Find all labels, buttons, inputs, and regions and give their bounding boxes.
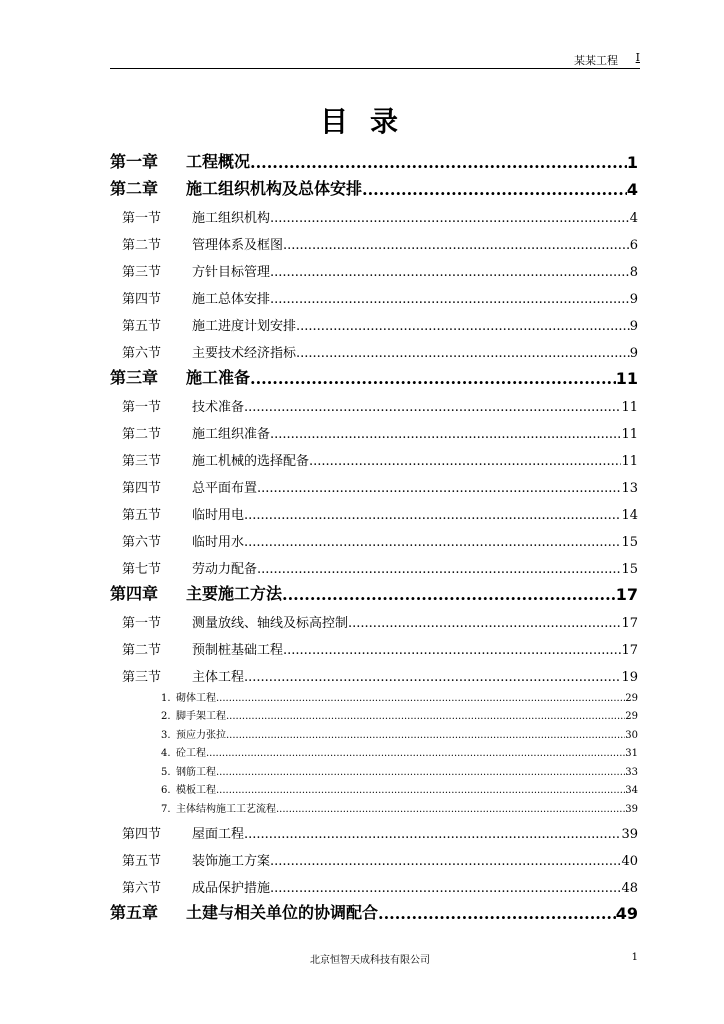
toc-page-number: 9: [629, 319, 638, 334]
toc-entry-title: 技术准备: [192, 400, 245, 415]
toc-entry-title: 屋面工程: [192, 826, 245, 842]
toc-entry-label: 第六节: [122, 535, 162, 550]
toc-chapter[interactable]: [110, 145, 638, 172]
toc-entry-label: 5.: [161, 766, 171, 778]
toc-entry-label: 第六节: [122, 880, 162, 896]
toc-entry-label: 第四章: [110, 584, 159, 603]
toc-entry-title: 施工组织机构: [192, 211, 271, 226]
toc-page-number: 1: [626, 153, 638, 172]
toc-leader-dots: [257, 481, 621, 496]
toc-leader-dots: [283, 238, 630, 253]
toc-page-number: 6: [629, 238, 638, 253]
toc-section[interactable]: [110, 334, 638, 361]
page-title: 目录: [319, 105, 420, 138]
toc-entry-label: 第四节: [122, 292, 162, 307]
toc-section[interactable]: [110, 550, 638, 577]
toc-entry-label: 第三章: [110, 368, 159, 387]
toc-page-number: 17: [621, 616, 638, 631]
toc-entry-title: 预制桩基础工程: [192, 643, 284, 658]
toc-section[interactable]: [110, 604, 638, 631]
toc-section[interactable]: [110, 226, 638, 253]
table-of-contents: [110, 145, 638, 923]
toc-entry-label: 7.: [161, 803, 171, 815]
toc-entry-title: 工程概况: [186, 152, 251, 171]
toc-section[interactable]: [110, 388, 638, 415]
toc-leader-dots: [378, 904, 616, 923]
toc-entry-title: 土建与相关单位的协调配合: [186, 902, 379, 922]
toc-leader-dots: [270, 292, 630, 307]
toc-leader-dots: [270, 265, 630, 280]
toc-entry-title: 施工进度计划安排: [192, 319, 297, 334]
toc-leader-dots: [226, 730, 625, 741]
toc-entry-label: 第五节: [122, 508, 162, 523]
toc-entry-title: 临时用水: [192, 535, 245, 550]
toc-page-number: 29: [625, 692, 638, 704]
toc-entry-label: 第一节: [122, 211, 162, 226]
toc-entry-label: 第三节: [122, 670, 162, 685]
toc-entry-label: 2.: [161, 711, 171, 722]
toc-entry-title: 预应力张拉: [176, 729, 226, 741]
toc-leader-dots: [216, 785, 625, 796]
toc-section[interactable]: [110, 253, 638, 280]
toc-entry-title: 施工总体安排: [192, 292, 271, 307]
header-page-mark: I: [635, 51, 640, 64]
toc-page-number: 13: [621, 481, 638, 496]
toc-leader-dots: [270, 427, 621, 442]
toc-entry-label: 第三节: [122, 454, 162, 469]
toc-entry-title: 钢筋工程: [176, 766, 216, 778]
toc-leader-dots: [244, 508, 621, 523]
toc-page-number: 8: [629, 265, 638, 280]
toc-section[interactable]: [110, 523, 638, 550]
toc-entry-label: 第六节: [122, 346, 162, 361]
toc-section[interactable]: [110, 869, 638, 896]
toc-page-number: 15: [621, 535, 638, 550]
toc-page-number: 11: [621, 400, 638, 415]
toc-leader-dots: [244, 670, 621, 685]
toc-leader-dots: [362, 180, 627, 199]
header-project-name: 某某工程: [574, 54, 618, 67]
toc-entry-title: 砼工程: [176, 748, 206, 759]
toc-entry-label: 第一节: [122, 400, 162, 415]
toc-page-number: 11: [621, 427, 638, 442]
toc-entry-title: 施工组织准备: [192, 427, 271, 442]
toc-chapter[interactable]: [110, 577, 638, 604]
toc-section[interactable]: [110, 199, 638, 226]
toc-entry-label: 第一节: [122, 616, 162, 631]
toc-entry-label: 第二章: [110, 179, 159, 198]
toc-leader-dots: [282, 585, 616, 604]
toc-entry-title: 主体结构施工工艺流程: [176, 803, 276, 815]
toc-leader-dots: [257, 562, 621, 577]
toc-leader-dots: [250, 153, 627, 172]
toc-page-number: 9: [629, 346, 638, 361]
toc-entry-label: 6.: [161, 785, 171, 796]
toc-entry-title: 脚手架工程: [176, 711, 226, 722]
toc-leader-dots: [226, 711, 625, 722]
toc-chapter[interactable]: [110, 361, 638, 388]
toc-entry-label: 第三节: [122, 265, 162, 280]
toc-page-number: 30: [625, 729, 638, 741]
toc-entry-label: 第二节: [122, 427, 162, 442]
toc-page-number: 4: [629, 211, 638, 226]
toc-page-number: 48: [621, 880, 638, 896]
toc-section[interactable]: [110, 280, 638, 307]
toc-entry-label: 3.: [161, 729, 171, 741]
toc-leader-dots: [309, 454, 621, 469]
toc-entry-title: 管理体系及框图: [192, 238, 284, 253]
toc-entry-label: 第五节: [122, 319, 162, 334]
toc-entry-title: 施工组织机构及总体安排: [186, 179, 363, 198]
toc-entry-title: 施工准备: [186, 368, 251, 387]
toc-entry-label: 4.: [161, 748, 171, 759]
toc-section[interactable]: [110, 658, 638, 685]
toc-page-number: 39: [621, 826, 638, 842]
toc-entry-label: 第五章: [110, 902, 159, 922]
toc-leader-dots: [216, 767, 625, 778]
toc-section[interactable]: [110, 631, 638, 658]
toc-leader-dots: [348, 616, 621, 631]
toc-section[interactable]: [110, 842, 638, 869]
toc-leader-dots: [296, 319, 630, 334]
toc-leader-dots: [244, 535, 621, 550]
toc-leader-dots: [283, 643, 621, 658]
toc-page-number: 34: [625, 785, 638, 796]
toc-entry-label: 第七节: [122, 562, 162, 577]
toc-leader-dots: [270, 854, 621, 869]
toc-entry-title: 砌体工程: [176, 692, 216, 704]
toc-page-number: 31: [625, 748, 638, 759]
toc-leader-dots: [206, 748, 625, 759]
toc-section[interactable]: [110, 307, 638, 334]
toc-leader-dots: [270, 881, 621, 896]
toc-page-number: 17: [621, 643, 638, 658]
toc-section[interactable]: [110, 442, 638, 469]
toc-item[interactable]: [110, 741, 638, 760]
toc-item[interactable]: [110, 759, 638, 778]
toc-leader-dots: [270, 211, 630, 226]
toc-entry-title: 劳动力配备: [192, 562, 258, 577]
toc-page-number: 4: [626, 180, 638, 199]
toc-page-number: 49: [615, 903, 638, 923]
toc-leader-dots: [296, 346, 630, 361]
toc-leader-dots: [216, 693, 625, 704]
toc-leader-dots: [244, 400, 621, 415]
toc-page-number: 9: [629, 292, 638, 307]
toc-entry-title: 方针目标管理: [192, 265, 271, 280]
toc-page-number: 40: [621, 853, 638, 869]
toc-entry-title: 装饰施工方案: [192, 853, 271, 869]
toc-entry-title: 主体工程: [192, 670, 245, 685]
toc-chapter[interactable]: [110, 172, 638, 199]
toc-item[interactable]: [110, 722, 638, 741]
toc-entry-title: 总平面布置: [192, 481, 258, 496]
toc-page-number: 39: [625, 803, 638, 815]
toc-entry-label: 第二节: [122, 238, 162, 253]
toc-page-number: 11: [621, 454, 638, 469]
toc-entry-title: 主要技术经济指标: [192, 346, 297, 361]
toc-entry-label: 第四节: [122, 826, 162, 842]
toc-item[interactable]: [110, 778, 638, 797]
toc-chapter[interactable]: [110, 896, 638, 923]
toc-item[interactable]: [110, 796, 638, 815]
toc-entry-label: 1.: [161, 692, 171, 704]
toc-entry-label: 第一章: [110, 152, 159, 171]
toc-item[interactable]: [110, 685, 638, 704]
toc-entry-title: 主要施工方法: [186, 584, 283, 603]
toc-entry-title: 模板工程: [176, 785, 216, 796]
toc-section[interactable]: [110, 496, 638, 523]
toc-entry-label: 第二节: [122, 643, 162, 658]
toc-leader-dots: [244, 827, 621, 842]
footer-page-number: 1: [631, 952, 638, 963]
toc-section[interactable]: [110, 815, 638, 842]
toc-leader-dots: [250, 369, 616, 388]
toc-item[interactable]: [110, 704, 638, 723]
toc-page-number: 14: [621, 508, 638, 523]
toc-entry-title: 临时用电: [192, 508, 245, 523]
toc-entry-title: 测量放线、轴线及标高控制: [192, 616, 349, 631]
page-header: [110, 48, 640, 69]
toc-section[interactable]: [110, 469, 638, 496]
toc-entry-title: 施工机械的选择配备: [192, 454, 310, 469]
toc-leader-dots: [276, 804, 625, 815]
toc-section[interactable]: [110, 415, 638, 442]
toc-page-number: 29: [625, 711, 638, 722]
toc-entry-label: 第四节: [122, 481, 162, 496]
footer-company: 北京恒智天成科技有限公司: [310, 955, 430, 966]
toc-entry-title: 成品保护措施: [192, 880, 271, 896]
toc-page-number: 11: [615, 369, 638, 388]
toc-entry-label: 第五节: [122, 853, 162, 869]
toc-page-number: 17: [615, 585, 638, 604]
toc-page-number: 33: [625, 766, 638, 778]
toc-page-number: 19: [621, 670, 638, 685]
toc-page-number: 15: [621, 562, 638, 577]
